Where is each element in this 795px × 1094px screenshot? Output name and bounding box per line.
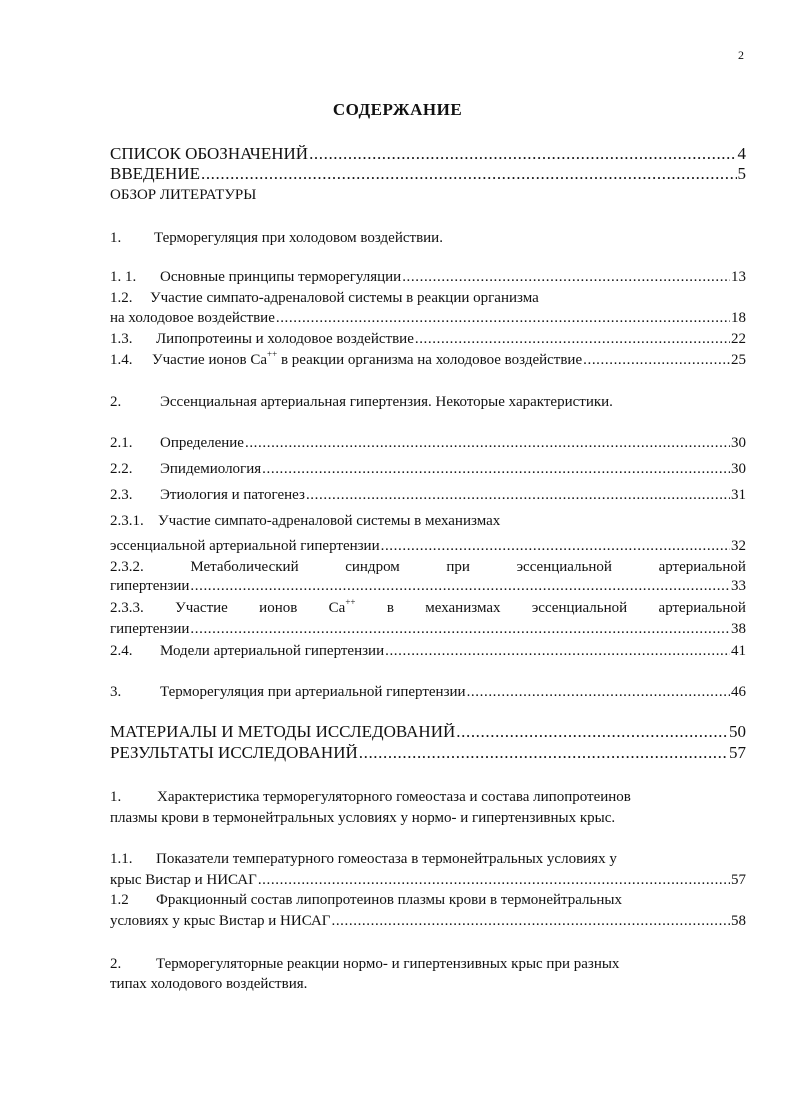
toc-entry-text: Эссенциальная артериальная гипертензия. Некоторые характеристики. <box>160 394 613 410</box>
toc-word: артериальной <box>658 600 746 616</box>
toc-entry <box>110 309 746 327</box>
toc-entry-page: 57 <box>731 872 746 888</box>
toc-entry-number: 1. <box>110 789 122 805</box>
toc-entry-number: 2.3. <box>110 487 133 503</box>
toc-entry-text: Терморегуляторные реакции нормо- и гипертензивных крыс при разных <box>156 956 620 972</box>
toc-entry-label: эссенциальной артериальной гипертензии <box>110 538 380 554</box>
toc-entry-label: МАТЕРИАЛЫ И МЕТОДЫ ИССЛЕДОВАНИЙ <box>110 723 456 741</box>
toc-entry <box>110 351 746 369</box>
toc-entry <box>110 871 746 889</box>
toc-entry-number: 2.3.1. <box>110 513 144 529</box>
toc-word: Участие <box>175 600 228 616</box>
toc-entry-label: ВВЕДЕНИЕ <box>110 165 200 183</box>
toc-entry <box>110 642 746 660</box>
toc-entry <box>110 145 746 163</box>
toc-entry <box>110 912 746 930</box>
toc-entry-number: 1.2 <box>110 892 129 908</box>
toc-entry-text: Участие симпато-адреналовой системы в механизмах <box>158 513 501 529</box>
toc-word: эссенциальной <box>516 559 612 575</box>
toc-entry-page: 4 <box>737 145 746 163</box>
toc-word: эссенциальной <box>531 600 628 616</box>
toc-word: синдром <box>345 559 400 575</box>
toc-entry-number: 1.3. <box>110 331 133 347</box>
toc-entry <box>110 620 746 638</box>
toc-entry <box>110 486 746 504</box>
toc-entry-page: 22 <box>731 331 746 347</box>
page-number: 2 <box>738 48 744 62</box>
toc-entry-label: Этиология и патогенез <box>160 487 305 503</box>
toc-section-heading <box>110 393 746 411</box>
toc-entry-page: 32 <box>731 538 746 554</box>
toc-entry-page: 57 <box>729 744 746 762</box>
toc-word: Ca <box>328 600 346 616</box>
toc-entry <box>110 577 746 595</box>
toc-entry-page: 38 <box>731 621 746 637</box>
toc-entry-justified <box>110 599 746 617</box>
toc-entry-label: в реакции организма на холодовое воздействие <box>277 352 583 368</box>
toc-entry-page: 31 <box>731 487 746 503</box>
toc-word: в <box>386 600 394 616</box>
toc-entry <box>110 330 746 348</box>
toc-heading: ОБЗОР ЛИТЕРАТУРЫ <box>110 187 257 203</box>
toc-entry <box>110 165 746 183</box>
toc-entry-number: 1. 1. <box>110 269 137 285</box>
toc-entry <box>110 460 746 478</box>
toc-entry-text-line <box>110 289 746 307</box>
toc-word: артериальной <box>658 559 746 575</box>
toc-entry <box>110 434 746 452</box>
toc-word: ионов <box>259 600 298 616</box>
toc-entry-number: 2.1. <box>110 435 133 451</box>
toc-entry-number: 1.2. <box>110 290 133 306</box>
superscript: ++ <box>345 599 356 607</box>
toc-entry-number: 1.4. <box>110 352 133 368</box>
toc-entry-label: Основные принципы терморегуляции <box>160 269 402 285</box>
toc-word: при <box>446 559 470 575</box>
toc-word: 2.3.3. <box>110 600 144 616</box>
toc-entry-justified <box>110 558 746 576</box>
toc-section-heading <box>110 788 746 806</box>
toc-entry-label: гипертензии <box>110 578 190 594</box>
toc-entry-text: Характеристика терморегуляторного гомеостаза и состава липопротеинов <box>157 789 631 805</box>
toc-word: 2.3.2. <box>110 559 144 575</box>
toc-entry-page: 25 <box>731 352 746 368</box>
toc-entry-page: 18 <box>731 310 746 326</box>
toc-entry-number: 2.2. <box>110 461 133 477</box>
toc-entry-text-line <box>110 850 746 868</box>
toc-entry <box>110 683 746 701</box>
toc-entry-label: Терморегуляция при артериальной гипертензии <box>160 684 466 700</box>
toc-entry-page: 30 <box>731 461 746 477</box>
toc-entry-label: Модели артериальной гипертензии <box>160 643 385 659</box>
toc-entry-text: Участие симпато-адреналовой системы в реакции организма <box>150 290 539 306</box>
toc-entry-number: 3. <box>110 684 122 700</box>
toc-entry-label: условиях у крыс Вистар и НИСАГ <box>110 913 331 929</box>
page-title: СОДЕРЖАНИЕ <box>332 100 463 119</box>
toc-entry-number: 2. <box>110 394 122 410</box>
toc-entry-number: 1. <box>110 230 122 246</box>
toc-entry-text-line <box>110 512 746 530</box>
toc-entry-label: на холодовое воздействие <box>110 310 275 326</box>
toc-entry-page: 13 <box>731 269 746 285</box>
toc-entry <box>110 537 746 555</box>
toc-entry-page: 50 <box>729 723 746 741</box>
toc-entry-text: Показатели температурного гомеостаза в термонейтральных условиях у <box>156 851 617 867</box>
toc-entry-page: 41 <box>731 643 746 659</box>
toc-entry-text-line <box>110 891 746 909</box>
toc-entry-text-line: типах холодового воздействия. <box>110 976 308 992</box>
toc-entry-text-line: плазмы крови в термонейтральных условиях у нормо- и гипертензивных крыс. <box>110 810 616 826</box>
toc-entry <box>110 723 746 741</box>
toc-entry-label: РЕЗУЛЬТАТЫ ИССЛЕДОВАНИЙ <box>110 744 358 762</box>
toc-entry <box>110 744 746 762</box>
toc-entry-number: 2.4. <box>110 643 133 659</box>
toc-entry-page: 46 <box>731 684 746 700</box>
toc-entry-label: Участие ионов Ca <box>152 352 268 368</box>
toc-entry-text: Фракционный состав липопротеинов плазмы крови в термонейтральных <box>156 892 622 908</box>
toc-word: механизмах <box>425 600 501 616</box>
toc-word: Метаболический <box>190 559 299 575</box>
toc-entry-number: 1.1. <box>110 851 133 867</box>
toc-section-heading <box>110 229 746 247</box>
superscript: ++ <box>267 351 278 359</box>
toc-entry-page: 58 <box>731 913 746 929</box>
toc-entry-label: крыс Вистар и НИСАГ <box>110 872 257 888</box>
toc-entry-label: Липопротеины и холодовое воздействие <box>156 331 414 347</box>
toc-entry-label: Определение <box>160 435 244 451</box>
toc-entry-page: 30 <box>731 435 746 451</box>
toc-entry-text: Терморегуляция при холодовом воздействии. <box>154 230 443 246</box>
toc-entry-number: 2. <box>110 956 122 972</box>
toc-entry-label: СПИСОК ОБОЗНАЧЕНИЙ <box>110 145 309 163</box>
toc-entry-page: 33 <box>731 578 746 594</box>
toc-entry-label: Эпидемиология <box>160 461 262 477</box>
toc-entry-label: гипертензии <box>110 621 190 637</box>
toc-entry-page: 5 <box>737 165 746 183</box>
toc-entry <box>110 268 746 286</box>
toc-section-heading <box>110 955 746 973</box>
